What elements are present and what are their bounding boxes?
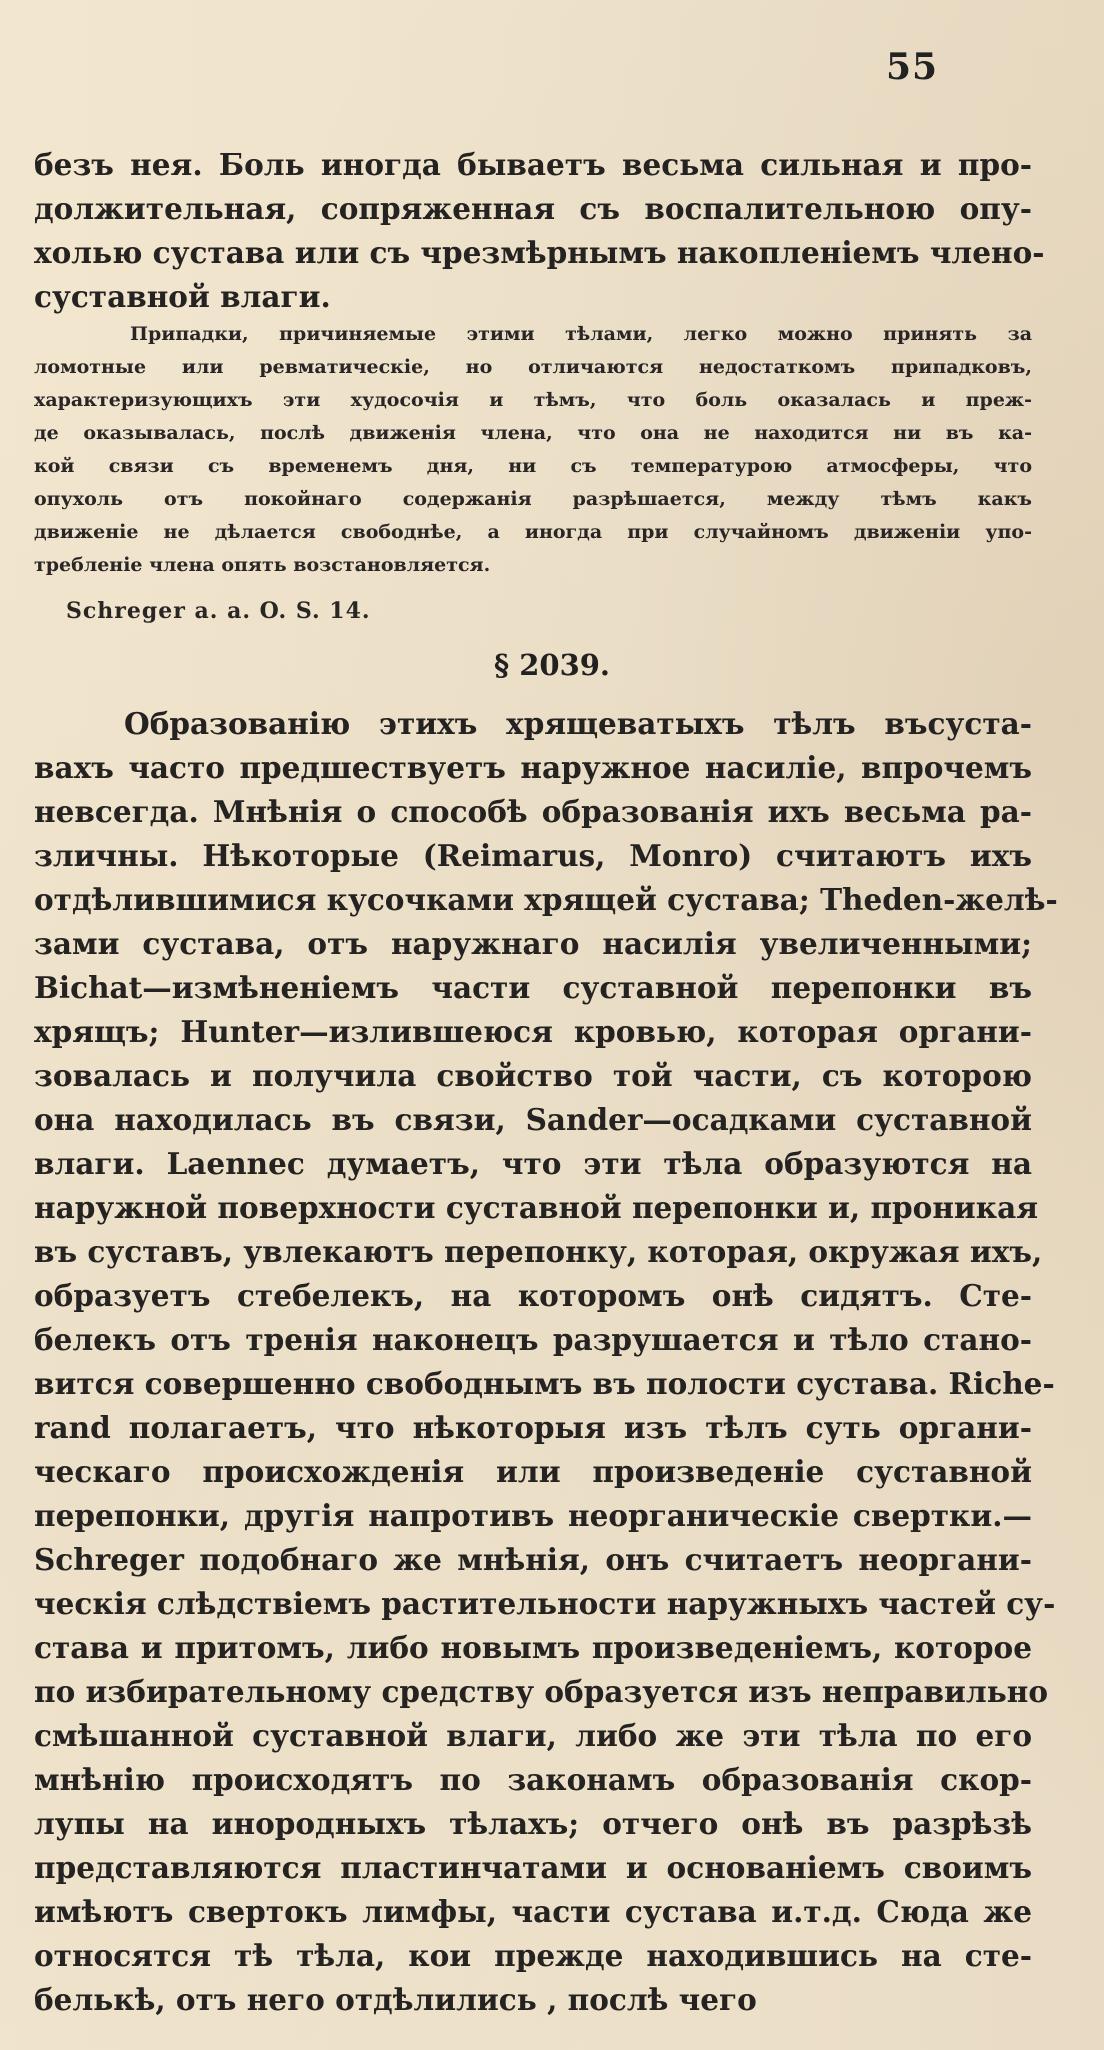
note-line: движеніе не дѣлается свободнѣе, а иногда при случайномъ движеніи упо-	[34, 521, 1032, 543]
continued-paragraph	[34, 143, 1045, 319]
text-line: лупы на инородныхъ тѣлахъ; отчего онѣ въ разрѣзѣ	[34, 1806, 1032, 1841]
text-line: rand полагаетъ, что нѣкоторыя изъ тѣлъ суть органи-	[34, 1410, 1032, 1445]
text-line: белекъ отъ тренія наконецъ разрушается и тѣло стано-	[34, 1322, 1032, 1357]
text-line: Schreger подобнаго же мнѣнія, онъ считаетъ неоргани-	[34, 1542, 1032, 1577]
text-line: должительная, сопряженная съ воспалительною опу-	[34, 191, 1032, 226]
text-line: Образованію этихъ хрящеватыхъ тѣлъ въсуста-	[124, 706, 1032, 741]
note-line: кой связи съ временемъ дня, ни съ температурою атмосферы, что	[34, 455, 1032, 477]
text-line: зовалась и получила свойство той части, съ которою	[34, 1058, 1032, 1093]
text-line: въ суставъ, увлекаютъ перепонку, которая, окружая ихъ,	[34, 1234, 1043, 1269]
text-line: зличны. Нѣкоторые (Reimarus, Monro) считаютъ ихъ	[34, 838, 1032, 873]
text-line: вахъ часто предшествуетъ наружное насиліе, впрочемъ	[34, 750, 1032, 785]
text-line: суставной влаги.	[34, 279, 331, 314]
text-line: вится совершенно свободнымъ въ полости сустава. Riche-	[34, 1366, 1055, 1401]
text-line: имѣютъ свертокъ лимфы, части сустава и.т.д. Сюда же	[34, 1894, 1032, 1929]
text-line: она находилась въ связи, Sander—осадками суставной	[34, 1102, 1032, 1137]
text-line: образуетъ стебелекъ, на которомъ онѣ сидятъ. Сте-	[34, 1278, 1032, 1313]
footnote-block	[34, 318, 1032, 582]
section-heading: § 2039.	[493, 648, 611, 682]
text-line: относятся тѣ тѣла, кои прежде находившись на сте-	[34, 1938, 1032, 1973]
note-line: характеризующихъ эти худосочія и тѣмъ, что боль оказалась и преж-	[34, 389, 1032, 411]
text-line: ческія слѣдствіемъ растительности наружныхъ частей су-	[34, 1586, 1056, 1621]
text-line: безъ нея. Боль иногда бываетъ весьма сильная и про-	[34, 147, 1032, 182]
text-line: отдѣлившимися кусочками хрящей сустава; Theden-желѣ-	[34, 882, 1058, 917]
text-line: смѣшанной суставной влаги, либо же эти тѣла по его	[34, 1718, 1032, 1753]
text-line: става и притомъ, либо новымъ произведеніемъ, которое	[34, 1630, 1032, 1665]
note-citation: Schreger a. a. O. S. 14.	[66, 598, 371, 624]
note-line: Припадки, причиняемые этими тѣлами, легко можно принять за	[130, 323, 1032, 345]
note-line: де оказывалась, послѣ движенія члена, что она не находится ни въ ка-	[34, 422, 1032, 444]
text-line: невсегда. Мнѣнія о способѣ образованія ихъ весьма ра-	[34, 794, 1032, 829]
note-line: требленіе члена опять возстановляется.	[34, 554, 491, 576]
note-line: опухоль отъ покойнаго содержанія разрѣшается, между тѣмъ какъ	[34, 488, 1032, 510]
text-line: белькѣ, отъ него отдѣлились , послѣ чего	[34, 1982, 757, 2017]
text-line: мнѣнію происходятъ по законамъ образованія скор-	[34, 1762, 1032, 1797]
text-line: влаги. Laennec думаетъ, что эти тѣла образуются на	[34, 1146, 1032, 1181]
text-line: наружной поверхности суставной перепонки и, проникая	[34, 1190, 1039, 1225]
text-line: хрящъ; Hunter—излившеюся кровью, которая органи-	[34, 1014, 1032, 1049]
text-line: холью сустава или съ чрезмѣрнымъ накопленіемъ члено-	[34, 235, 1045, 270]
text-line: Bichat—измѣненіемъ части суставной перепонки въ	[34, 970, 1032, 1005]
text-line: перепонки, другія напротивъ неорганическіе свертки.—	[34, 1498, 1032, 1533]
note-line: ломотные или ревматическіе, но отличаются недостаткомъ припадковъ,	[34, 356, 1032, 378]
text-line: ческаго происхожденія или произведеніе суставной	[34, 1454, 1032, 1489]
section-paragraph	[34, 702, 1058, 2022]
page-number: 55	[886, 46, 939, 88]
text-line: представляются пластинчатами и основаніемъ своимъ	[34, 1850, 1032, 1885]
text-line: зами сустава, отъ наружнаго насилія увеличенными;	[34, 926, 1032, 961]
text-line: по избирательному средству образуется изъ неправильно	[34, 1674, 1049, 1709]
